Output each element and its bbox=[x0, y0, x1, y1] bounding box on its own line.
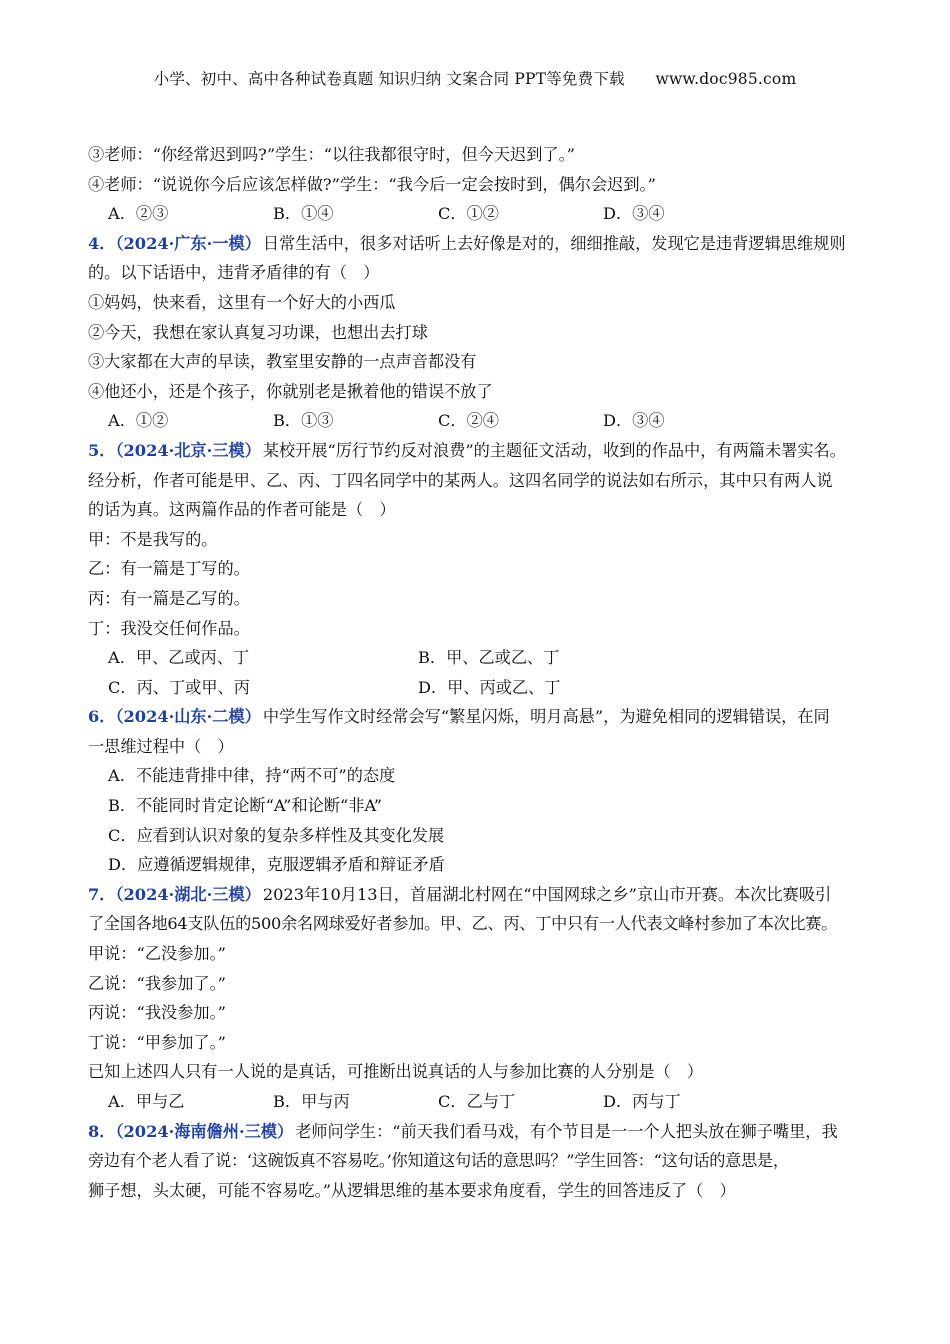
q4-item-4: ④他还小，还是个孩子，你就别老是揪着他的错误不放了 bbox=[88, 381, 493, 401]
q5-option-b[interactable]: B．甲、乙或乙、丁 bbox=[418, 648, 560, 668]
q4-item-2: ②今天，我想在家认真复习功课，也想出去打球 bbox=[88, 322, 428, 342]
q8-stem-line-3: 狮子想，头太硬，可能不容易吃。”从逻辑思维的基本要求角度看，学生的回答违反了（ ） bbox=[88, 1180, 736, 1200]
q5-options-row-2 bbox=[88, 673, 878, 703]
q4-item-1: ①妈妈，快来看，这里有一个好大的小西瓜 bbox=[88, 292, 396, 312]
q6-option-a[interactable]: A．不能违背排中律，持“两不可”的态度 bbox=[108, 766, 396, 786]
q7-option-a[interactable]: A．甲与乙 bbox=[108, 1092, 185, 1111]
q8-number: 8． bbox=[88, 1121, 116, 1141]
q4-option-c[interactable]: C．②④ bbox=[438, 411, 499, 431]
q7-number: 7． bbox=[88, 884, 116, 904]
q6-option-c[interactable]: C．应看到认识对象的复杂多样性及其变化发展 bbox=[108, 825, 445, 845]
q4-source: （2024·广东·一模） bbox=[115, 233, 261, 253]
q7-stem-line-2: 了全国各地64支队伍的500余名网球爱好者参加。甲、乙、丙、丁中只有一人代表文峰村参加了本次比赛。 bbox=[88, 914, 838, 934]
q7-option-d[interactable]: D．丙与丁 bbox=[603, 1092, 681, 1111]
header-url: www.doc985.com bbox=[655, 70, 797, 88]
q5-item-3: 丙：有一篇是乙写的。 bbox=[88, 588, 250, 608]
q5-option-a[interactable]: A．甲、乙或丙、丁 bbox=[108, 648, 250, 668]
q8-stem-line-2: 旁边有个老人看了说：‘这碗饭真不容易吃。’你知道这句话的意思吗？”学生回答：“这句话的意思是， bbox=[88, 1151, 789, 1171]
q6-option-b[interactable]: B．不能同时肯定论断“A”和论断“非A” bbox=[108, 796, 383, 816]
q5-stem-line-1 bbox=[88, 436, 878, 466]
q4-stem-text: 日常生活中，很多对话听上去好像是对的，细细推敲，发现它是违背逻辑思维规则 bbox=[262, 233, 846, 253]
exam-content bbox=[88, 140, 878, 1205]
q5-option-c[interactable]: C．丙、丁或甲、丙 bbox=[108, 677, 250, 697]
q3-statement-4: ④老师：“说说你今后应该怎样做?”学生：“我今后一定会按时到，偶尔会迟到。” bbox=[88, 174, 656, 194]
q8-stem-text: 老师问学生：“前天我们看马戏，有个节目是一一个人把头放在狮子嘴里，我 bbox=[295, 1121, 838, 1141]
q7-options bbox=[88, 1087, 878, 1117]
q7-option-c[interactable]: C．乙与丁 bbox=[438, 1092, 516, 1111]
q6-stem-line-1 bbox=[88, 702, 878, 732]
q8-stem-line-1 bbox=[88, 1117, 878, 1147]
q5-item-2: 乙：有一篇是丁写的。 bbox=[88, 559, 250, 579]
q7-stem-line-1 bbox=[88, 880, 878, 910]
q7-source: （2024·湖北·三模） bbox=[115, 884, 261, 904]
q3-option-c[interactable]: C．①② bbox=[438, 204, 499, 224]
q6-stem-line-2: 一思维过程中（ ） bbox=[88, 736, 234, 756]
page-header bbox=[0, 67, 950, 89]
q7-item-4: 丁说：“甲参加了。” bbox=[88, 1032, 226, 1052]
q4-number: 4． bbox=[88, 233, 116, 253]
q5-stem-line-3: 的话为真。这两篇作品的作者可能是（ ） bbox=[88, 500, 396, 520]
q6-number: 6． bbox=[88, 707, 116, 727]
q4-stem-line-2: 的。以下话语中，违背矛盾律的有（ ） bbox=[88, 263, 380, 283]
q6-stem-text: 中学生写作文时经常会写“繁星闪烁，明月高悬”，为避免相同的逻辑错误，在同 bbox=[262, 707, 830, 727]
q4-option-d[interactable]: D．③④ bbox=[603, 411, 665, 431]
q5-stem-line-2: 经分析，作者可能是甲、乙、丙、丁四名同学中的某两人。这四名同学的说法如右所示，其中只有两人说 bbox=[88, 470, 833, 490]
q5-option-d[interactable]: D．甲、丙或乙、丁 bbox=[418, 677, 561, 697]
q4-option-a[interactable]: A．①② bbox=[108, 411, 169, 431]
q4-item-3: ③大家都在大声的早读，教室里安静的一点声音都没有 bbox=[88, 352, 477, 372]
q4-stem-line-1 bbox=[88, 229, 878, 259]
q8-source: （2024·海南儋州·三模） bbox=[115, 1121, 294, 1141]
q7-item-2: 乙说：“我参加了。” bbox=[88, 973, 226, 993]
q6-option-d[interactable]: D．应遵循逻辑规律，克服逻辑矛盾和辩证矛盾 bbox=[108, 855, 445, 875]
q5-options-row-1 bbox=[88, 643, 878, 673]
q3-option-a[interactable]: A．②③ bbox=[108, 204, 169, 224]
q3-options bbox=[88, 199, 878, 229]
q7-item-3: 丙说：“我没参加。” bbox=[88, 1003, 226, 1023]
q3-option-d[interactable]: D．③④ bbox=[603, 204, 665, 224]
q6-source: （2024·山东·二模） bbox=[115, 707, 261, 727]
q7-item-1: 甲说：“乙没参加。” bbox=[88, 944, 226, 964]
q5-source: （2024·北京·三模） bbox=[115, 440, 261, 460]
q5-number: 5． bbox=[88, 440, 116, 460]
header-text: 小学、初中、高中各种试卷真题 知识归纳 文案合同 PPT等免费下载 bbox=[153, 70, 625, 88]
q5-stem-text: 某校开展“厉行节约反对浪费”的主题征文活动，收到的作品中，有两篇未署实名。 bbox=[262, 440, 846, 460]
q5-item-4: 丁：我没交任何作品。 bbox=[88, 618, 250, 638]
q3-statement-3: ③老师：“你经常迟到吗?”学生：“以往我都很守时，但今天迟到了。” bbox=[88, 145, 575, 164]
q3-option-b[interactable]: B．①④ bbox=[273, 204, 334, 224]
q4-option-b[interactable]: B．①③ bbox=[273, 411, 334, 431]
q7-stem-text: 2023年10月13日，首届湖北村网在“中国网球之乡”京山市开赛。本次比赛吸引 bbox=[262, 884, 832, 904]
q7-option-b[interactable]: B．甲与丙 bbox=[273, 1092, 350, 1111]
q4-options bbox=[88, 406, 878, 436]
q5-item-1: 甲：不是我写的。 bbox=[88, 529, 218, 549]
q7-stem-line-3: 已知上述四人只有一人说的是真话，可推断出说真话的人与参加比赛的人分别是（ ） bbox=[88, 1062, 704, 1082]
